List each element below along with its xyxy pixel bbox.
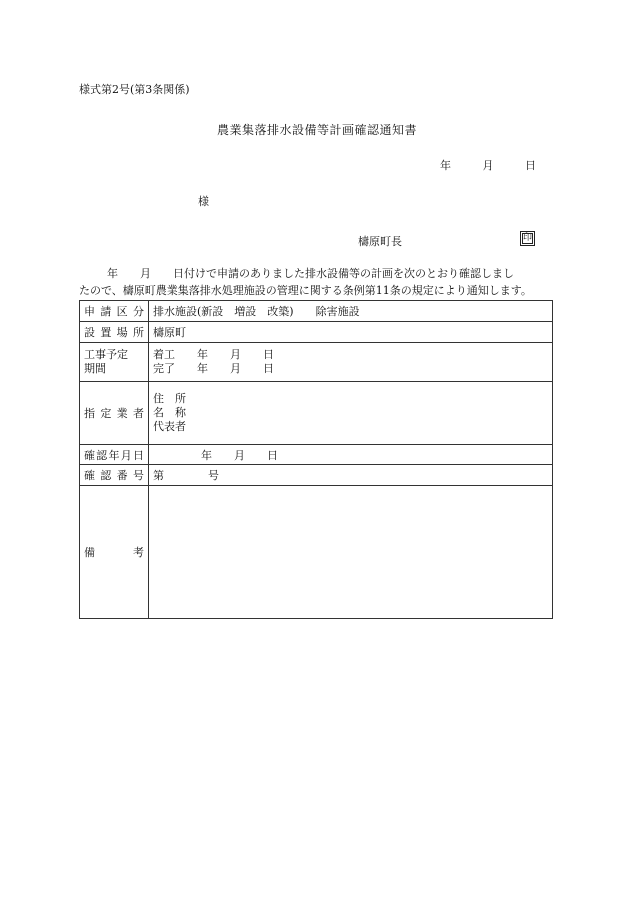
- confirmation-table: [79, 300, 553, 619]
- construction-end: 完了 年 月 日: [153, 362, 274, 375]
- label-text: [84, 324, 144, 340]
- value-construction-period: [149, 343, 553, 382]
- label-char: 確: [84, 448, 95, 462]
- label-char: 者: [132, 407, 144, 420]
- issuer-name: 檮原町長: [358, 235, 402, 248]
- label-location: [80, 322, 149, 343]
- document-title: 農業集落排水設備等計画確認通知書: [216, 123, 417, 137]
- form-number: 様式第2号(第3条関係): [79, 83, 190, 96]
- row-contractor: [80, 382, 553, 445]
- construction-start: 着工 年 月 日: [153, 348, 274, 361]
- label-char: 置: [100, 326, 112, 339]
- contractor-name: 名 称: [153, 406, 186, 419]
- row-application-type: [80, 301, 553, 322]
- label-char: 日: [133, 448, 144, 462]
- label-char: 所: [132, 326, 144, 339]
- remarks-label-a: 備: [84, 546, 95, 559]
- remarks-label: [84, 544, 144, 560]
- contractor-address: 住 所: [153, 392, 186, 405]
- value-confirmation-date: [149, 445, 553, 465]
- label-text: [84, 405, 144, 421]
- label-char: 認: [100, 469, 112, 482]
- label-application-type: [80, 301, 149, 322]
- label-line-2: [84, 362, 144, 376]
- label-line-1: 工事予定: [84, 348, 128, 361]
- label-char: 月: [120, 448, 132, 462]
- label-confirmation-date: [80, 445, 149, 465]
- row-confirmation-number: [80, 465, 553, 486]
- label-char: 号: [132, 469, 144, 482]
- label-char: 場: [116, 326, 128, 339]
- label-contractor: [80, 382, 149, 445]
- seal-stamp: 印: [520, 231, 535, 246]
- date-year: 年: [440, 159, 451, 172]
- label-confirmation-number: [80, 465, 149, 486]
- label-construction-period: [80, 343, 149, 382]
- recipient-suffix: 様: [198, 195, 209, 208]
- row-confirmation-date: [80, 445, 553, 465]
- date-day: 日: [525, 159, 536, 172]
- label-char: 区: [116, 305, 128, 318]
- label-remarks: [80, 486, 149, 619]
- label-text: [84, 447, 144, 463]
- date-month: 月: [482, 159, 494, 172]
- label-text: [84, 303, 144, 319]
- value-contractor: [149, 382, 553, 445]
- label-char: 設: [84, 326, 95, 339]
- label-char: 確: [84, 469, 95, 482]
- value-remarks: [149, 486, 553, 619]
- label-char: 年: [108, 448, 120, 462]
- body-line-1: 年 月 日付けで申請のありました排水設備等の計画を次のとおり確認しまし: [107, 267, 514, 280]
- contractor-representative: 代表者: [153, 420, 186, 433]
- label-line-2b: 間: [95, 362, 106, 375]
- label-line-2a: 期: [84, 362, 95, 375]
- label-char: 認: [96, 448, 108, 462]
- row-location: [80, 322, 553, 343]
- label-char: 請: [100, 305, 112, 318]
- body-line-2: たので、檮原町農業集落排水処理施設の管理に関する条例第11条の規定により通知します。: [79, 284, 532, 297]
- label-char: 定: [100, 407, 112, 420]
- label-char: 分: [132, 305, 144, 318]
- label-char: 申: [84, 305, 95, 318]
- value-application-type: 排水施設(新設 増設 改築) 除害施設: [149, 301, 553, 322]
- label-char: 業: [116, 407, 128, 420]
- remarks-label-b: 考: [133, 546, 144, 559]
- row-remarks: [80, 486, 553, 619]
- label-char: 指: [84, 407, 95, 420]
- label-char: 番: [116, 469, 128, 482]
- label-text: [84, 467, 144, 483]
- value-location: 檮原町: [149, 322, 553, 343]
- issue-date: [440, 157, 536, 173]
- confirmation-date-text: 年 月 日: [201, 448, 278, 462]
- value-confirmation-number: 第 号: [149, 465, 553, 486]
- notification-body: [79, 265, 553, 299]
- row-construction-period: [80, 343, 553, 382]
